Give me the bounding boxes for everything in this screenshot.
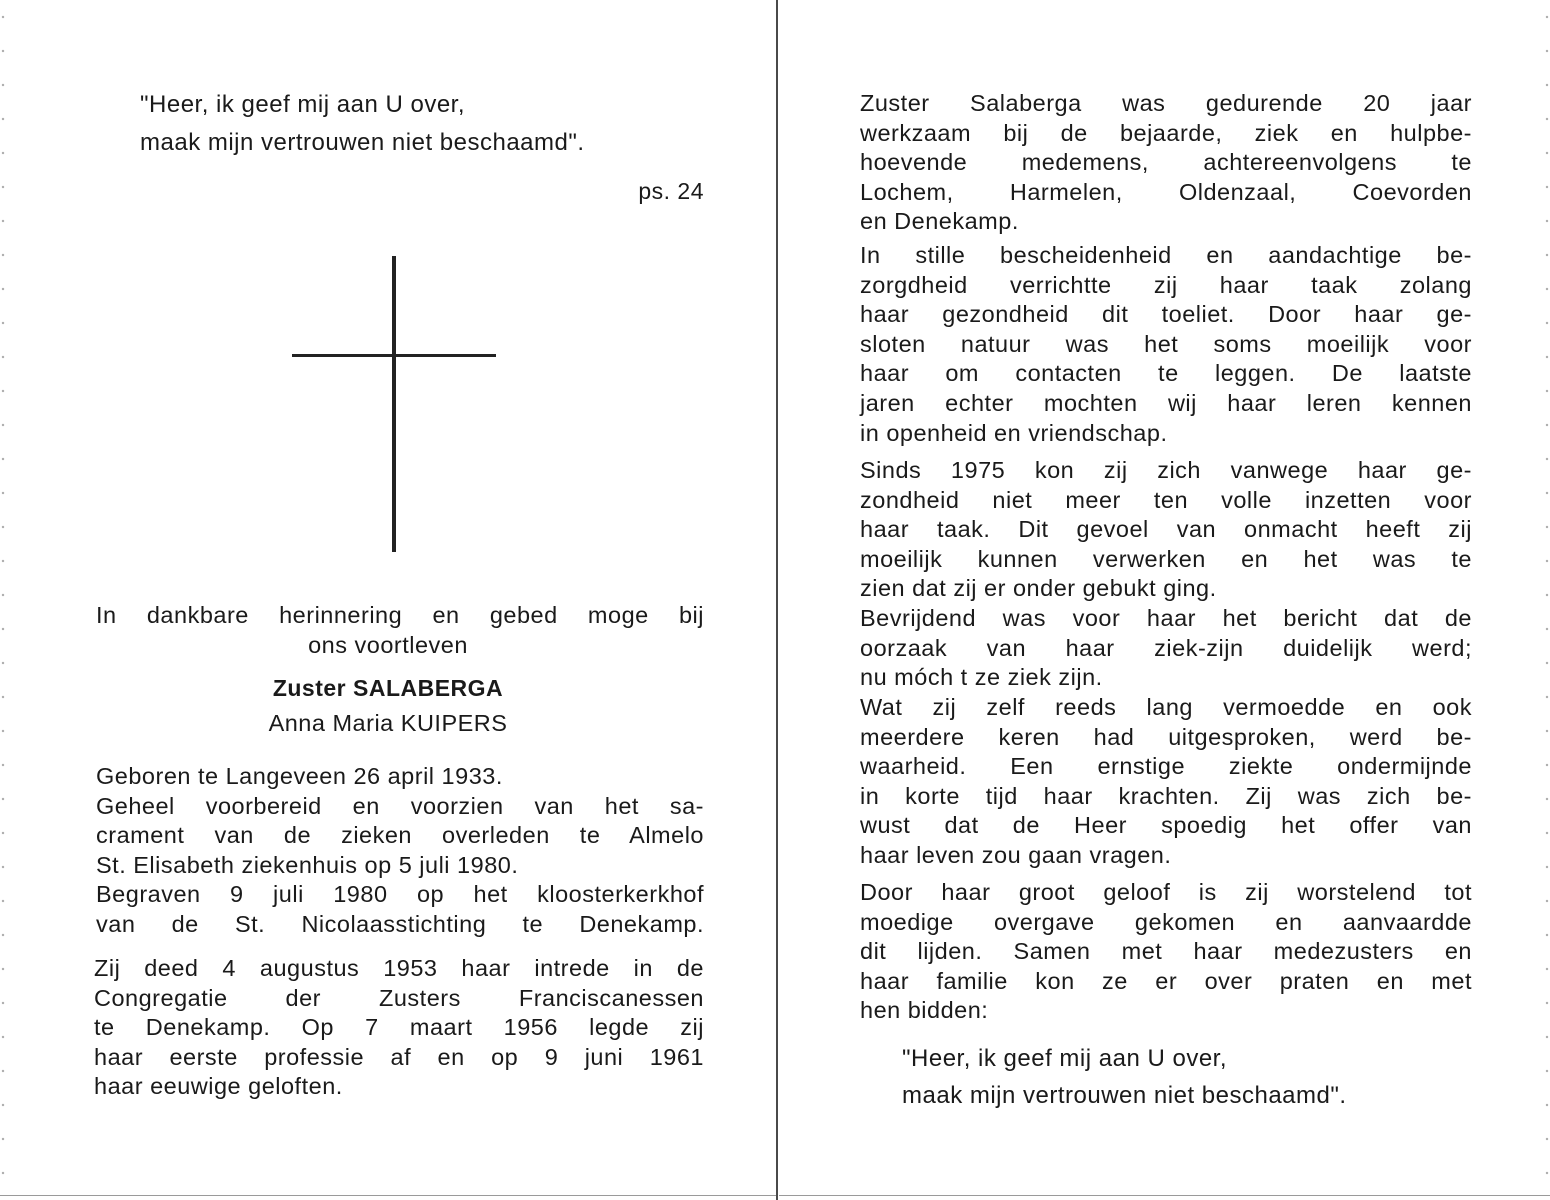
paragraph-illness <box>860 456 1472 693</box>
text-line: Lochem, Harmelen, Oldenzaal, Coevorden <box>860 178 1472 205</box>
text-line: Bevrijdend was voor haar het bericht dat de <box>860 604 1472 631</box>
text-line: in korte tijd haar krachten. Zij was zich be- <box>860 782 1472 809</box>
memorial-line-1: In dankbare herinnering en gebed moge bij <box>96 602 704 628</box>
text-line: zondheid niet meer ten volle inzetten voor <box>860 486 1472 513</box>
text-line: waarheid. Een ernstige ziekte ondermijnde <box>860 753 1472 780</box>
paragraph-acceptance <box>860 693 1472 871</box>
profession-details <box>94 954 704 1102</box>
quote-line-1: "Heer, ik geef mij aan U over, <box>902 1045 1227 1072</box>
card-fold-line <box>776 0 778 1200</box>
quote-line-2: maak mijn vertrouwen niet beschaamd". <box>140 129 585 156</box>
text-line: haar taak. Dit gevoel van onmacht heeft zij <box>860 516 1472 543</box>
text-line: zorgdheid verrichtte zij haar taak zolang <box>860 271 1472 298</box>
quote-line-2: maak mijn vertrouwen niet beschaamd". <box>902 1082 1347 1109</box>
closing-quote <box>902 1040 1472 1114</box>
religious-name: Zuster SALABERGA <box>272 675 504 701</box>
text-line: Door haar groot geloof is zij worstelend tot <box>860 879 1472 905</box>
text-line: wust dat de Heer spoedig het offer van <box>860 812 1472 839</box>
detail-line: Congregatie der Zusters Franciscanessen <box>94 984 704 1011</box>
psalm-reference: ps. 24 <box>638 178 704 204</box>
text-line: haar om contacten te leggen. De laatste <box>860 360 1472 387</box>
paragraph-faith <box>860 878 1472 1026</box>
opening-quote <box>140 86 710 162</box>
text-line: en Denekamp. <box>860 208 1019 235</box>
text-line: hoevende medemens, achtereenvolgens te <box>860 149 1472 176</box>
text-line: hen bidden: <box>860 997 989 1024</box>
detail-line: haar eeuwige geloften. <box>94 1073 343 1099</box>
text-line: in openheid en vriendschap. <box>860 419 1168 446</box>
text-line: Sinds 1975 kon zij zich vanwege haar ge- <box>860 457 1472 483</box>
bottom-edge <box>0 1195 776 1196</box>
text-line: haar familie kon ze er over praten en met <box>860 967 1472 994</box>
quote-line-1: "Heer, ik geef mij aan U over, <box>140 91 465 118</box>
detail-line: te Denekamp. Op 7 maart 1956 legde zij <box>94 1014 704 1040</box>
text-line: oorzaak van haar ziek-zijn duidelijk werd; <box>860 634 1472 661</box>
detail-line: Geheel voorbereid en voorzien van het sa- <box>96 792 704 819</box>
detail-line: van de St. Nicolaasstichting te Denekamp. <box>96 910 704 937</box>
text-line: sloten natuur was het soms moeilijk voor <box>860 330 1472 357</box>
memorial-line-2: ons voortleven <box>308 632 468 658</box>
paragraph-character <box>860 241 1472 448</box>
detail-line: Begraven 9 juli 1980 op het kloosterkerkhof <box>96 881 704 907</box>
right-edge-perforation <box>1544 0 1550 1200</box>
text-line: zien dat zij er onder gebukt ging. <box>860 575 1217 602</box>
text-line: Wat zij zelf reeds lang vermoedde en ook <box>860 694 1472 720</box>
detail-line: Geboren te Langeveen 26 april 1933. <box>96 763 503 789</box>
latin-cross-icon <box>292 256 496 552</box>
text-line: werkzaam bij de bejaarde, ziek en hulpbe- <box>860 119 1472 146</box>
civil-name: Anna Maria KUIPERS <box>268 710 508 736</box>
text-line: moeilijk kunnen verwerken en het was te <box>860 545 1472 572</box>
bottom-edge <box>779 1195 1550 1196</box>
birth-death-details <box>96 762 704 939</box>
detail-line: Zij deed 4 augustus 1953 haar intrede in de <box>94 955 704 981</box>
detail-line: crament van de zieken overleden te Almelo <box>96 822 704 848</box>
detail-line: haar eerste professie af en op 9 juni 1961 <box>94 1043 704 1070</box>
detail-line: St. Elisabeth ziekenhuis op 5 juli 1980. <box>96 851 519 878</box>
text-line: jaren echter mochten wij haar leren kennen <box>860 389 1472 416</box>
text-line: haar leven zou gaan vragen. <box>860 841 1172 868</box>
text-line: meerdere keren had uitgesproken, werd be- <box>860 723 1472 750</box>
text-line: Zuster Salaberga was gedurende 20 jaar <box>860 90 1472 116</box>
text-line: In stille bescheidenheid en aandachtige be- <box>860 242 1472 268</box>
left-edge-perforation <box>0 0 6 1200</box>
paragraph-career <box>860 89 1472 237</box>
text-line: moedige overgave gekomen en aanvaardde <box>860 908 1472 935</box>
text-line: haar gezondheid dit toeliet. Door haar ge- <box>860 301 1472 328</box>
text-line: dit lijden. Samen met haar medezusters en <box>860 938 1472 965</box>
text-line: nu móch t ze ziek zijn. <box>860 664 1103 691</box>
